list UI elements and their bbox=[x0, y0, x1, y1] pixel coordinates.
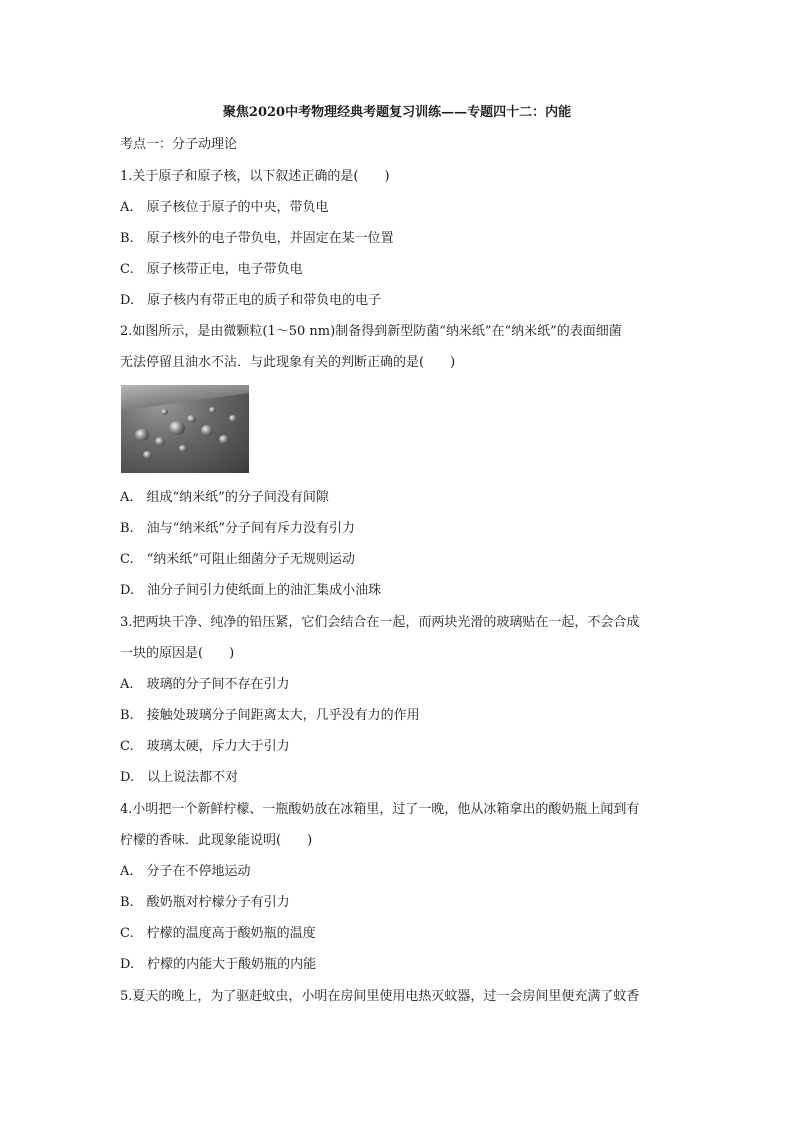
question-2-option-d: D. 油分子间引力使纸面上的油汇集成小油珠 bbox=[120, 583, 382, 598]
oil-droplet bbox=[187, 415, 196, 423]
question-2-option-a: A. 组成“纳米纸”的分子间没有间隙 bbox=[120, 490, 329, 505]
nano-paper-photo bbox=[121, 385, 249, 473]
question-2-stem-line-1: 2.如图所示，是由微颗粒(1～50 nm)制备得到新型防菌“纳米纸”在“纳米纸”的表面细菌 bbox=[120, 324, 622, 339]
question-5-stem-line-1: 5.夏天的晚上，为了驱赶蚊虫，小明在房间里使用电热灭蚊器，过一会房间里便充满了蚊香 bbox=[120, 989, 640, 1004]
question-1-option-c: C. 原子核带正电，电子带负电 bbox=[120, 262, 303, 277]
oil-droplet bbox=[143, 451, 152, 459]
photo-background-band bbox=[121, 385, 249, 411]
oil-droplet bbox=[219, 435, 229, 444]
question-2-stem-line-2: 无法停留且油水不沾．与此现象有关的判断正确的是( ) bbox=[120, 355, 456, 370]
question-3-stem-line-1: 3.把两块干净、纯净的铅压紧，它们会结合在一起，而两块光滑的玻璃贴在一起，不会合成 bbox=[120, 615, 640, 630]
question-1-option-b: B. 原子核外的电子带负电，并固定在某一位置 bbox=[120, 231, 394, 246]
question-3-option-b: B. 接触处玻璃分子间距离太大，几乎没有力的作用 bbox=[120, 708, 420, 723]
oil-droplet bbox=[169, 421, 185, 435]
question-3-option-a: A. 玻璃的分子间不存在引力 bbox=[120, 677, 290, 692]
oil-droplet bbox=[135, 429, 149, 441]
question-4-stem-line-2: 柠檬的香味．此现象能说明( ) bbox=[120, 833, 313, 848]
oil-droplet bbox=[229, 415, 237, 422]
page-title: 聚焦2020中考物理经典考题复习训练——专题四十二：内能 bbox=[222, 105, 572, 120]
section-heading: 考点一：分子动理论 bbox=[120, 137, 238, 152]
question-1-option-d: D. 原子核内有带正电的质子和带负电的电子 bbox=[120, 293, 382, 308]
question-4-option-c: C. 柠檬的温度高于酸奶瓶的温度 bbox=[120, 926, 316, 941]
oil-droplet bbox=[209, 407, 216, 413]
question-1-stem: 1.关于原子和原子核，以下叙述正确的是( ) bbox=[120, 169, 390, 184]
oil-droplet bbox=[161, 409, 168, 415]
question-4-option-a: A. 分子在不停地运动 bbox=[120, 864, 251, 879]
question-3-option-d: D. 以上说法都不对 bbox=[120, 770, 239, 785]
question-4-option-d: D. 柠檬的内能大于酸奶瓶的内能 bbox=[120, 957, 317, 972]
question-2-option-c: C. “纳米纸”可阻止细菌分子无规则运动 bbox=[120, 552, 355, 567]
question-3-option-c: C. 玻璃太硬，斥力大于引力 bbox=[120, 739, 290, 754]
question-1-option-a: A. 原子核位于原子的中央，带负电 bbox=[120, 200, 329, 215]
question-3-stem-line-2: 一块的原因是( ) bbox=[120, 646, 235, 661]
oil-droplet bbox=[155, 437, 165, 446]
question-2-option-b: B. 油与“纳米纸”分子间有斥力没有引力 bbox=[120, 521, 355, 536]
oil-droplet bbox=[179, 445, 187, 452]
question-4-stem-line-1: 4.小明把一个新鲜柠檬、一瓶酸奶放在冰箱里，过了一晚，他从冰箱拿出的酸奶瓶上闻到有 bbox=[120, 802, 640, 817]
question-4-option-b: B. 酸奶瓶对柠檬分子有引力 bbox=[120, 895, 290, 910]
oil-droplet bbox=[201, 425, 213, 436]
